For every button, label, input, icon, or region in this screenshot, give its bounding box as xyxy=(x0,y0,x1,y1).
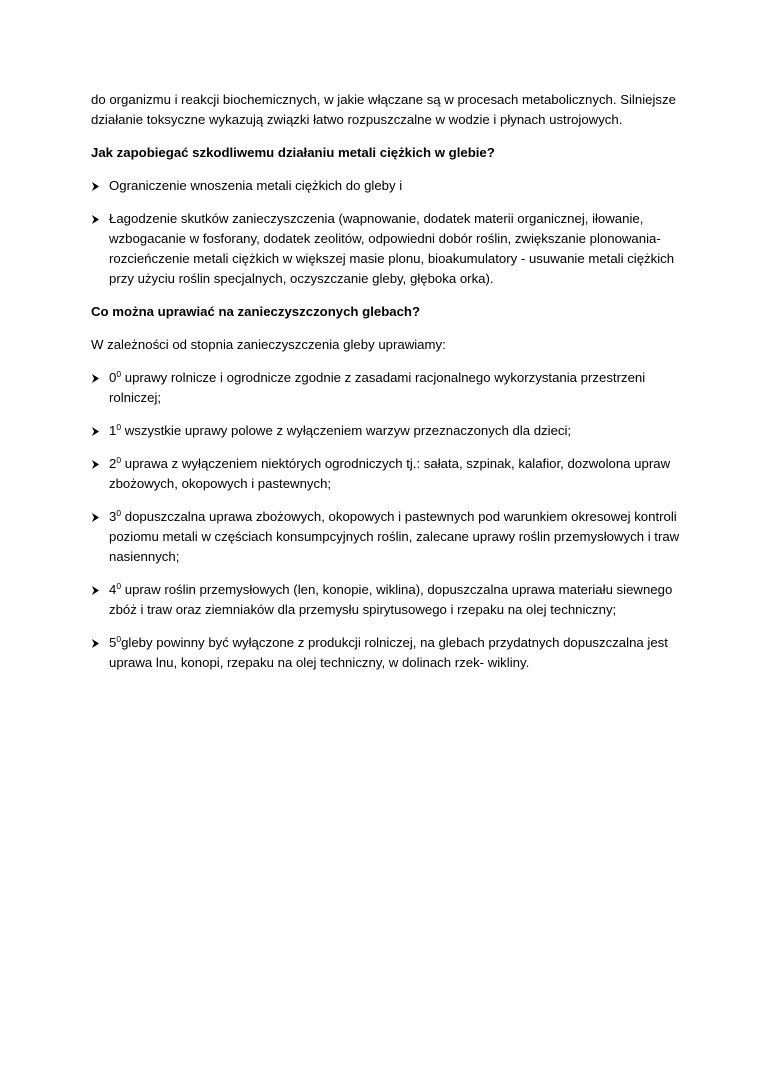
level-degree-sup: 0 xyxy=(116,581,122,591)
prevention-list xyxy=(91,176,681,289)
list-item xyxy=(91,507,681,567)
level-degree: 2 xyxy=(109,456,117,471)
level-degree: 1 xyxy=(109,423,117,438)
level-degree-sup: 0 xyxy=(116,369,122,379)
list-item xyxy=(91,176,681,196)
level-text: wszystkie uprawy polowe z wyłączeniem warzyw przeznaczonych dla dzieci; xyxy=(121,423,572,438)
arrowhead-bullet-icon xyxy=(91,215,100,224)
level-text: uprawa z wyłączeniem niektórych ogrodniczych tj.: sałata, szpinak, kalafior, dozwolona upraw zbożowych, okopowych i pastewnych; xyxy=(109,456,671,491)
level-degree-sup: 0 xyxy=(116,422,122,432)
arrowhead-bullet-icon xyxy=(91,513,100,522)
list-item xyxy=(91,368,681,408)
crops-lead: W zależności od stopnia zanieczyszczenia gleby uprawiamy: xyxy=(91,337,446,352)
level-degree: 3 xyxy=(109,509,117,524)
section-heading-prevention: Jak zapobiegać szkodliwemu działaniu metali ciężkich w glebie? xyxy=(91,145,495,160)
intro-paragraph: do organizmu i reakcji biochemicznych, w jakie włączane są w procesach metabolicznych. Silniejsze działanie toksyczne wykazują związki łatwo rozpuszczalne w wodzie i płynach ustrojowych. xyxy=(91,92,676,127)
level-text: upraw roślin przemysłowych (len, konopie, wiklina), dopuszczalna uprawa materiału siewnego zbóż i traw oraz ziemniaków dla przemysłu spirytusowego i rzepaku na olej techniczny; xyxy=(109,582,673,617)
arrowhead-bullet-icon xyxy=(91,427,100,436)
list-item-text: Ograniczenie wnoszenia metali ciężkich do gleby i xyxy=(109,178,403,193)
arrowhead-bullet-icon xyxy=(91,182,100,191)
level-degree: 5 xyxy=(109,635,117,650)
level-degree: 4 xyxy=(109,582,117,597)
list-item xyxy=(91,454,681,494)
section-heading-crops: Co można uprawiać na zanieczyszczonych glebach? xyxy=(91,304,421,319)
level-degree-sup: 0 xyxy=(116,455,122,465)
list-item xyxy=(91,209,681,289)
level-text: gleby powinny być wyłączone z produkcji rolniczej, na glebach przydatnych dopuszczalna jest uprawa lnu, konopi, rzepaku na olej techniczny, w dolinach rzek- wikliny. xyxy=(109,635,668,670)
arrowhead-bullet-icon xyxy=(91,639,100,648)
list-item xyxy=(91,421,681,441)
level-degree: 0 xyxy=(109,370,117,385)
list-item xyxy=(91,580,681,620)
arrowhead-bullet-icon xyxy=(91,586,100,595)
level-degree-sup: 0 xyxy=(116,634,122,644)
list-item xyxy=(91,633,681,673)
level-text: dopuszczalna uprawa zbożowych, okopowych i pastewnych pod warunkiem okresowej kontroli poziomu metali w częściach konsumpcyjnych roślin, zalecane uprawy roślin przemysłowych i traw nasiennych; xyxy=(109,509,680,564)
level-degree-sup: 0 xyxy=(116,508,122,518)
arrowhead-bullet-icon xyxy=(91,374,100,383)
arrowhead-bullet-icon xyxy=(91,460,100,469)
contamination-levels-list xyxy=(91,368,681,673)
document-body xyxy=(91,90,681,673)
level-text: uprawy rolnicze i ogrodnicze zgodnie z zasadami racjonalnego wykorzystania przestrzeni rolniczej; xyxy=(109,370,646,405)
list-item-text: Łagodzenie skutków zanieczyszczenia (wapnowanie, dodatek materii organicznej, iłowanie, wzbogacanie w fosforany, dodatek zeolitów, odpowiedni dobór roślin, zwiększanie plonowania- rozcieńczenie metali ciężkich w większej masie plonu, bioakumulatory - usuwanie metali ciężkich przy użyciu roślin specjalnych, oczyszczanie gleby, głęboka orka). xyxy=(109,211,675,286)
